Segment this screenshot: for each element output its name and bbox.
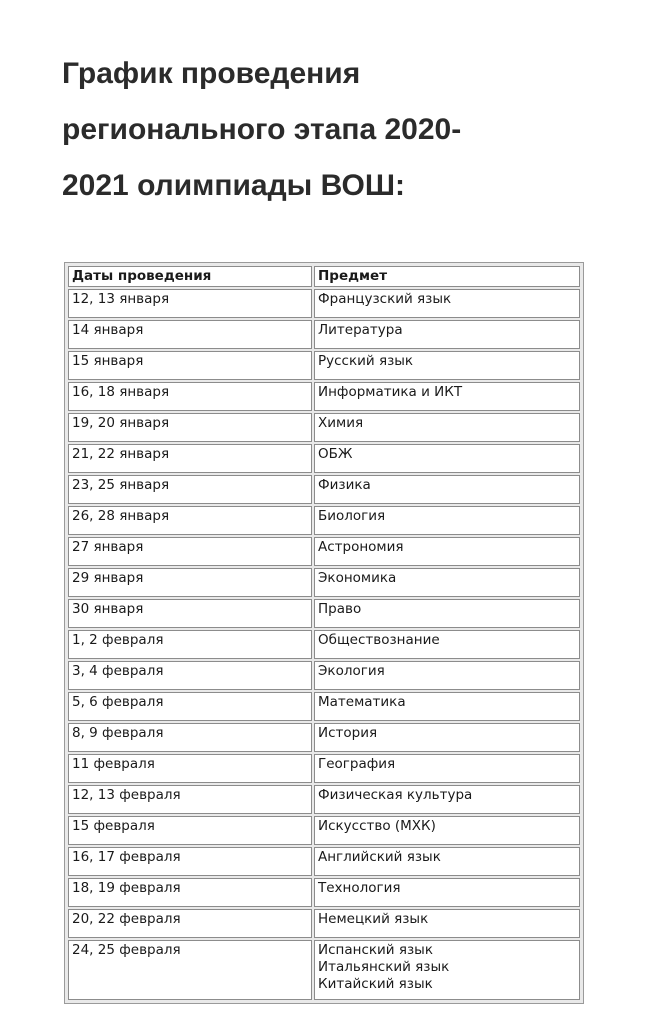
cell-subject: Французский язык bbox=[314, 289, 580, 318]
cell-subject: Информатика и ИКТ bbox=[314, 382, 580, 411]
table-row bbox=[68, 692, 580, 721]
cell-subject: Обществознание bbox=[314, 630, 580, 659]
cell-date: 1, 2 февраля bbox=[68, 630, 312, 659]
cell-subject: Английский язык bbox=[314, 847, 580, 876]
cell-date: 21, 22 января bbox=[68, 444, 312, 473]
header-subject: Предмет bbox=[314, 266, 580, 287]
cell-subject: ОБЖ bbox=[314, 444, 580, 473]
cell-date: 30 января bbox=[68, 599, 312, 628]
table-header-row bbox=[68, 266, 580, 287]
table-row bbox=[68, 568, 580, 597]
title-line-3: 2021 олимпиады ВОШ: bbox=[62, 169, 405, 202]
table-row bbox=[68, 289, 580, 318]
cell-subject: Экономика bbox=[314, 568, 580, 597]
cell-subject: История bbox=[314, 723, 580, 752]
cell-subject: Химия bbox=[314, 413, 580, 442]
cell-subject: Право bbox=[314, 599, 580, 628]
table-row bbox=[68, 320, 580, 349]
cell-subject: Биология bbox=[314, 506, 580, 535]
subject-chinese: Китайский язык bbox=[318, 976, 433, 992]
cell-date: 8, 9 февраля bbox=[68, 723, 312, 752]
table-row bbox=[68, 475, 580, 504]
cell-subject: Искусство (МХК) bbox=[314, 816, 580, 845]
schedule-table-container bbox=[64, 262, 584, 1004]
table-row bbox=[68, 444, 580, 473]
table-row bbox=[68, 382, 580, 411]
cell-subject: Немецкий язык bbox=[314, 909, 580, 938]
table-row bbox=[68, 847, 580, 876]
table-row bbox=[68, 723, 580, 752]
cell-subject bbox=[314, 940, 580, 1000]
table-row bbox=[68, 909, 580, 938]
cell-date: 16, 17 февраля bbox=[68, 847, 312, 876]
table-row bbox=[68, 754, 580, 783]
cell-subject: Технология bbox=[314, 878, 580, 907]
cell-date: 11 февраля bbox=[68, 754, 312, 783]
cell-date: 15 февраля bbox=[68, 816, 312, 845]
table-row bbox=[68, 816, 580, 845]
cell-date: 14 января bbox=[68, 320, 312, 349]
cell-subject: Русский язык bbox=[314, 351, 580, 380]
cell-date: 3, 4 февраля bbox=[68, 661, 312, 690]
table-row bbox=[68, 351, 580, 380]
cell-subject: Физическая культура bbox=[314, 785, 580, 814]
table-row bbox=[68, 661, 580, 690]
header-dates: Даты проведения bbox=[68, 266, 312, 287]
subject-italian: Итальянский язык bbox=[318, 959, 450, 975]
table-row bbox=[68, 506, 580, 535]
table-row bbox=[68, 630, 580, 659]
cell-date: 12, 13 февраля bbox=[68, 785, 312, 814]
title-line-1: График проведения bbox=[62, 57, 361, 90]
table-row-last bbox=[68, 940, 580, 1000]
cell-date: 26, 28 января bbox=[68, 506, 312, 535]
cell-date: 18, 19 февраля bbox=[68, 878, 312, 907]
cell-subject: Астрономия bbox=[314, 537, 580, 566]
cell-date: 5, 6 февраля bbox=[68, 692, 312, 721]
cell-subject: Математика bbox=[314, 692, 580, 721]
cell-subject: Экология bbox=[314, 661, 580, 690]
table-row bbox=[68, 785, 580, 814]
table-row bbox=[68, 413, 580, 442]
cell-date: 29 января bbox=[68, 568, 312, 597]
cell-date: 19, 20 января bbox=[68, 413, 312, 442]
table-row bbox=[68, 599, 580, 628]
page-title bbox=[62, 46, 582, 214]
table-row bbox=[68, 537, 580, 566]
cell-date: 27 января bbox=[68, 537, 312, 566]
table-body bbox=[68, 289, 580, 1000]
table-row bbox=[68, 878, 580, 907]
cell-date: 24, 25 февраля bbox=[68, 940, 312, 1000]
cell-subject: Физика bbox=[314, 475, 580, 504]
cell-date: 12, 13 января bbox=[68, 289, 312, 318]
cell-date: 20, 22 февраля bbox=[68, 909, 312, 938]
cell-date: 16, 18 января bbox=[68, 382, 312, 411]
cell-subject: География bbox=[314, 754, 580, 783]
schedule-table bbox=[66, 264, 582, 1002]
cell-date: 15 января bbox=[68, 351, 312, 380]
subject-spanish: Испанский язык bbox=[318, 942, 433, 958]
cell-subject: Литература bbox=[314, 320, 580, 349]
title-line-2: регионального этапа 2020- bbox=[62, 113, 462, 146]
cell-date: 23, 25 января bbox=[68, 475, 312, 504]
